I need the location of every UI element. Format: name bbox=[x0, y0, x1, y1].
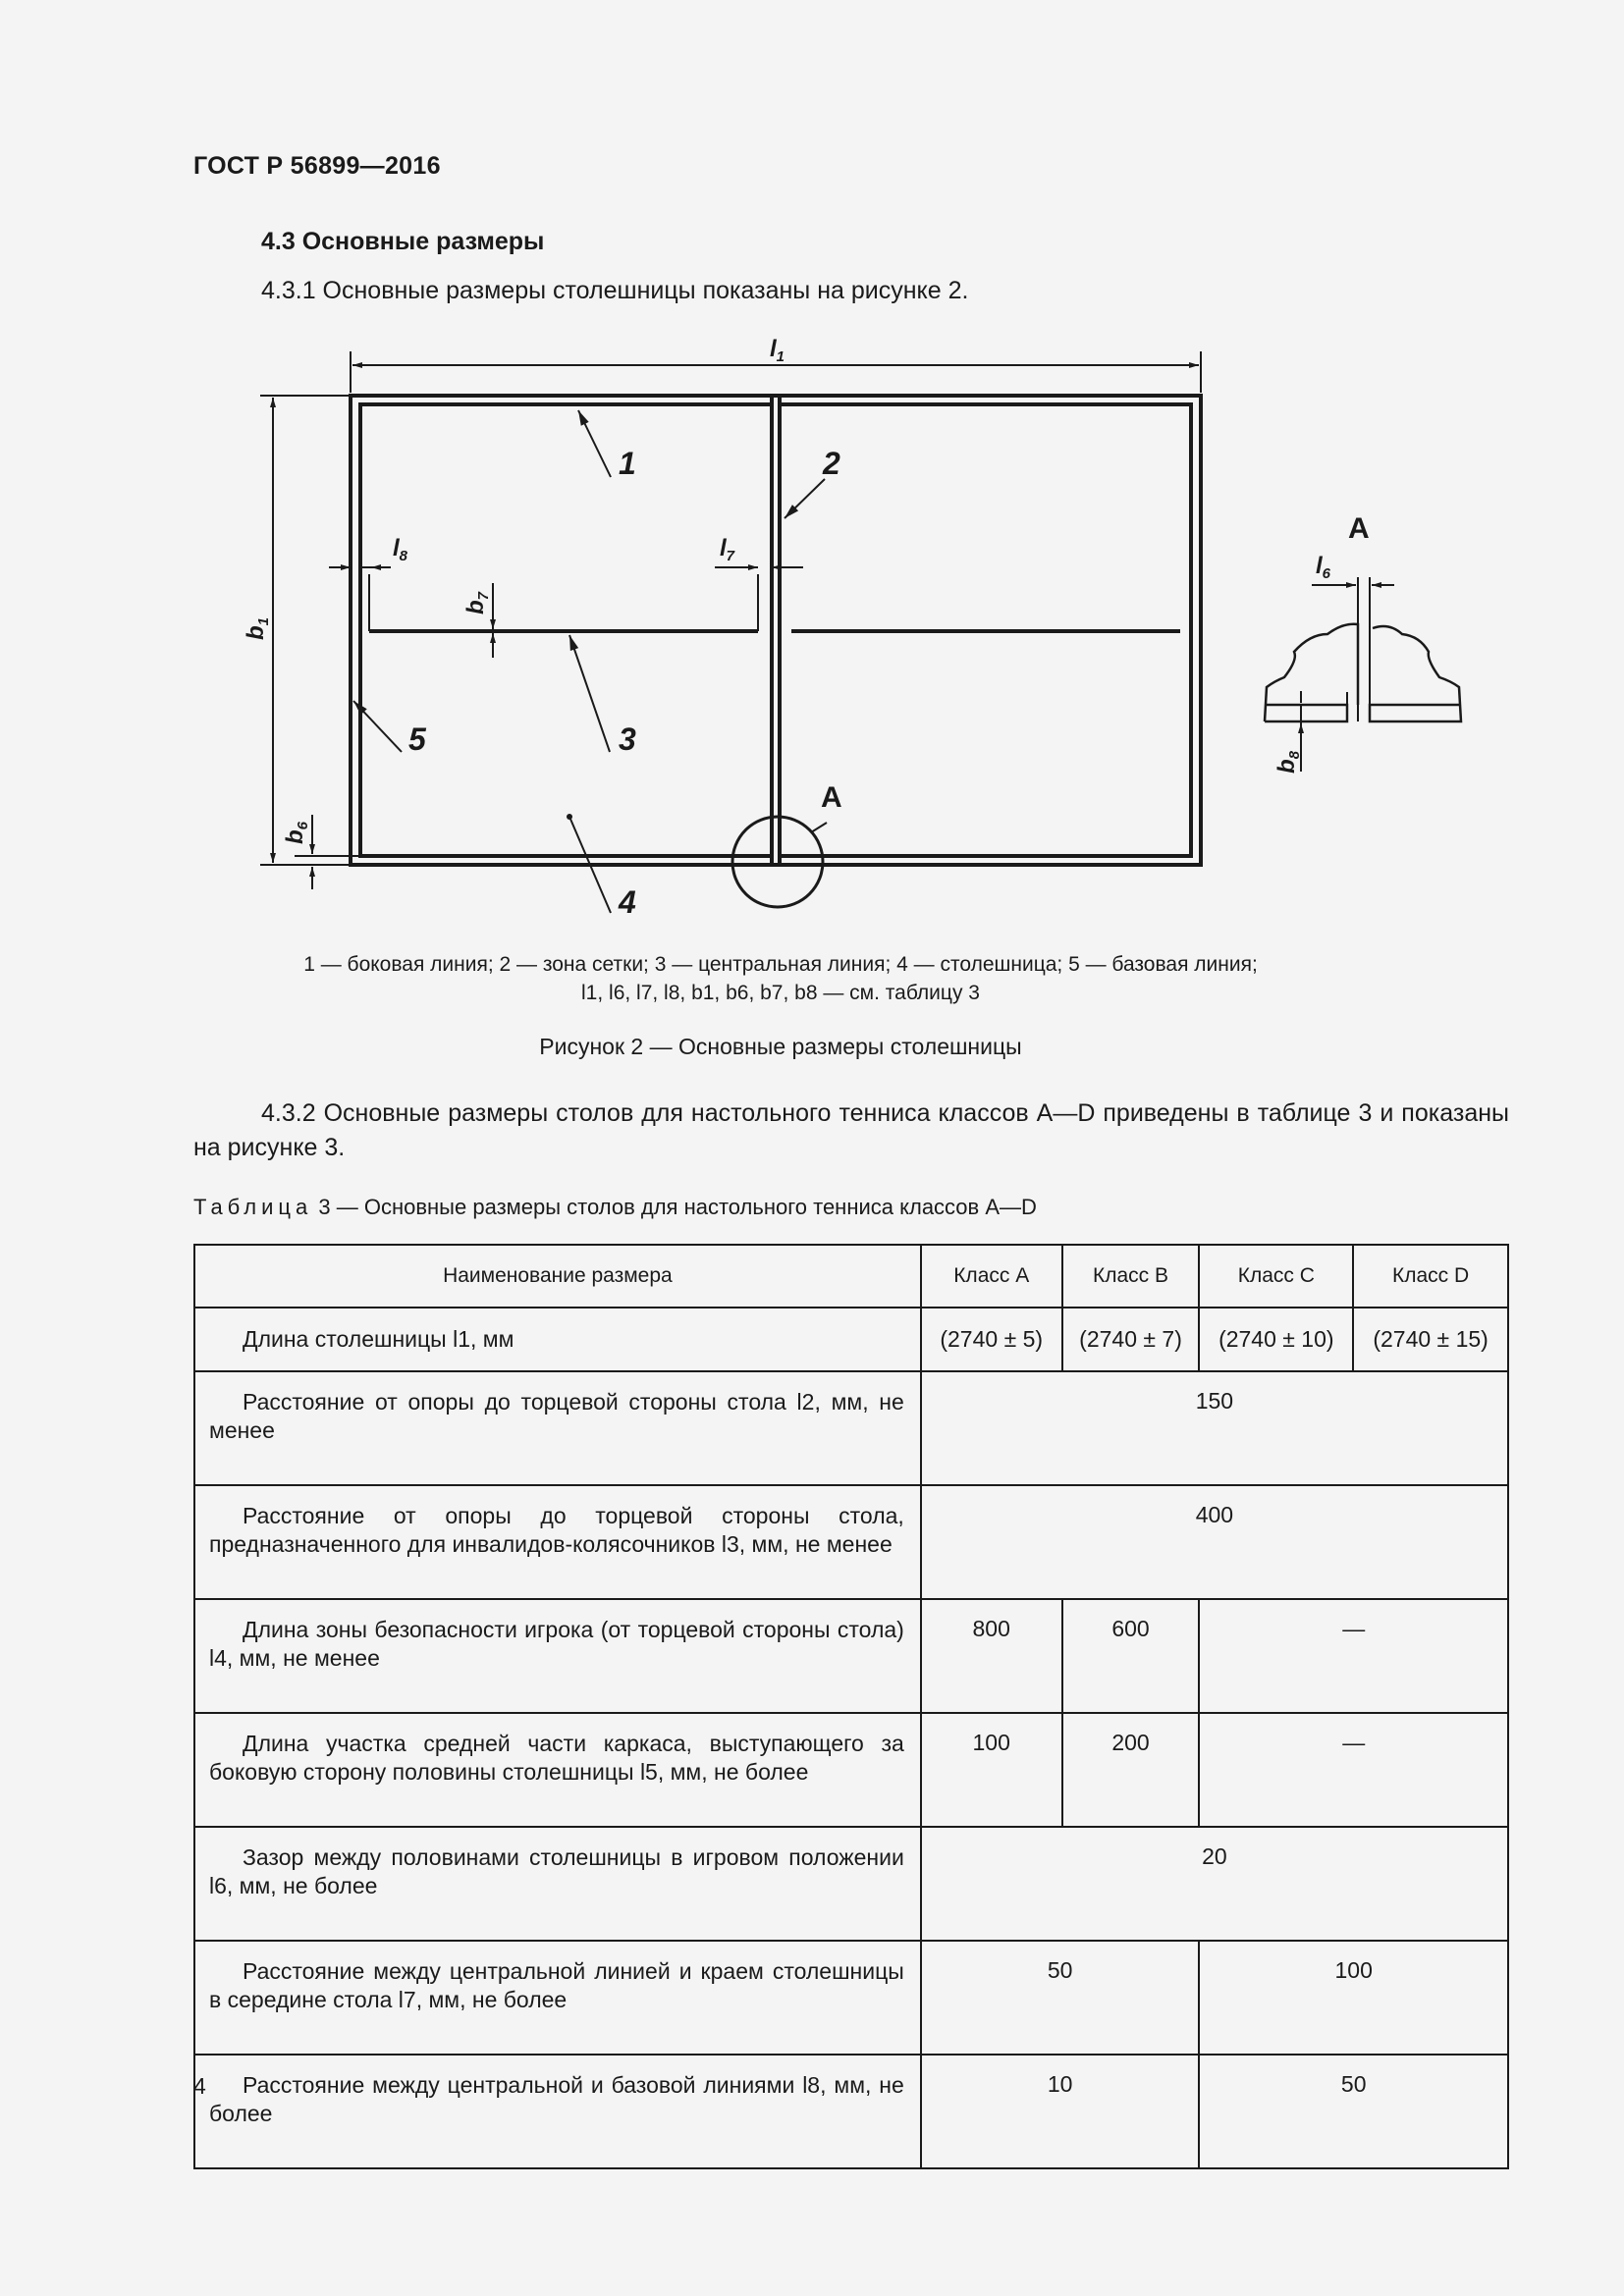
row-name: Расстояние между центральной и базовой линиями l8, мм, не более bbox=[194, 2055, 921, 2168]
cell-value: 20 bbox=[921, 1827, 1508, 1941]
cell-value: (2740 ± 7) bbox=[1062, 1308, 1200, 1371]
header-class-b: Класс В bbox=[1062, 1245, 1200, 1308]
row-name: Зазор между половинами столешницы в игровом положении l6, мм, не более bbox=[194, 1827, 921, 1941]
header-name: Наименование размера bbox=[194, 1245, 921, 1308]
cell-value: — bbox=[1199, 1599, 1508, 1713]
cell-value: — bbox=[1199, 1713, 1508, 1827]
header-class-d: Класс D bbox=[1353, 1245, 1508, 1308]
table-row bbox=[194, 1599, 1508, 1713]
table-row bbox=[194, 1713, 1508, 1827]
paragraph-4-3-2: 4.3.2 Основные размеры столов для настольного тенниса классов A—D приведены в таблице 3 и показаны на рисунке 3. bbox=[193, 1099, 1509, 1161]
cell-value: 50 bbox=[1199, 2055, 1508, 2168]
cell-value: (2740 ± 15) bbox=[1353, 1308, 1508, 1371]
cell-value: 150 bbox=[921, 1371, 1508, 1485]
label-4: 4 bbox=[619, 884, 636, 920]
figure-legend bbox=[196, 950, 1365, 1007]
cell-value: 100 bbox=[1199, 1941, 1508, 2055]
table-row bbox=[194, 1371, 1508, 1485]
table-row bbox=[194, 1308, 1508, 1371]
table-row bbox=[194, 1485, 1508, 1599]
table-row bbox=[194, 1941, 1508, 2055]
document-header: ГОСТ Р 56899—2016 bbox=[193, 152, 441, 180]
table-row bbox=[194, 1827, 1508, 1941]
cell-value: 50 bbox=[921, 1941, 1200, 2055]
detail-a-label: A bbox=[821, 781, 842, 814]
paragraph-4-3-1: 4.3.1 Основные размеры столешницы показаны на рисунке 2. bbox=[261, 277, 969, 304]
table-caption bbox=[193, 1195, 1037, 1220]
cell-value: 200 bbox=[1062, 1713, 1200, 1827]
dim-l8: $l_8$ bbox=[393, 535, 408, 564]
cell-value: 10 bbox=[921, 2055, 1200, 2168]
table-header-row bbox=[194, 1245, 1508, 1308]
label-1: 1 bbox=[619, 446, 636, 481]
dim-b7: $b_7$ bbox=[462, 591, 492, 614]
legend-line-2: l1, l6, l7, l8, b1, b6, b7, b8 — см. таблицу 3 bbox=[581, 982, 980, 1004]
label-2: 2 bbox=[823, 446, 840, 481]
dim-b8: $b_8$ bbox=[1273, 750, 1303, 774]
cell-value: 400 bbox=[921, 1485, 1508, 1599]
table-caption-prefix: Таблица bbox=[193, 1195, 313, 1219]
cell-value: (2740 ± 10) bbox=[1199, 1308, 1353, 1371]
label-3: 3 bbox=[619, 721, 636, 757]
page-number: 4 bbox=[193, 2073, 206, 2099]
cell-value: 800 bbox=[921, 1599, 1062, 1713]
row-name: Расстояние от опоры до торцевой стороны стола, предназначенного для инвалидов-колясочников l3, мм, не менее bbox=[194, 1485, 921, 1599]
cell-value: 600 bbox=[1062, 1599, 1200, 1713]
dimensions-table bbox=[193, 1244, 1509, 2169]
figure-caption: Рисунок 2 — Основные размеры столешницы bbox=[539, 1034, 1022, 1059]
row-name: Расстояние от опоры до торцевой стороны стола l2, мм, не менее bbox=[194, 1371, 921, 1485]
header-class-c: Класс С bbox=[1199, 1245, 1353, 1308]
detail-a-title: A bbox=[1348, 512, 1370, 545]
detail-a-section bbox=[1265, 624, 1358, 721]
table-caption-text: 3 — Основные размеры столов для настольного тенниса классов A—D bbox=[318, 1195, 1037, 1219]
label-5: 5 bbox=[408, 721, 426, 757]
dim-l6: $l_6$ bbox=[1316, 553, 1331, 582]
row-name: Расстояние между центральной линией и краем столешницы в середине стола l7, мм, не более bbox=[194, 1941, 921, 2055]
row-name: Длина столешницы l1, мм bbox=[194, 1308, 921, 1371]
figure-table-top-drawing bbox=[0, 0, 1624, 942]
row-name: Длина зоны безопасности игрока (от торцевой стороны стола) l4, мм, не менее bbox=[194, 1599, 921, 1713]
legend-line-1: 1 — боковая линия; 2 — зона сетки; 3 — центральная линия; 4 — столешница; 5 — базовая линия; bbox=[303, 953, 1258, 976]
row-name: Длина участка средней части каркаса, выступающего за боковую сторону половины столешницы l5, мм, не более bbox=[194, 1713, 921, 1827]
dim-l1: $l_1$ bbox=[770, 336, 785, 365]
dim-b1: $b_1$ bbox=[243, 616, 272, 640]
dim-l7: $l_7$ bbox=[720, 535, 735, 564]
dim-b6: $b_6$ bbox=[282, 821, 311, 844]
section-title: 4.3 Основные размеры bbox=[261, 228, 545, 255]
cell-value: 100 bbox=[921, 1713, 1062, 1827]
cell-value: (2740 ± 5) bbox=[921, 1308, 1062, 1371]
table-row bbox=[194, 2055, 1508, 2168]
header-class-a: Класс А bbox=[921, 1245, 1062, 1308]
